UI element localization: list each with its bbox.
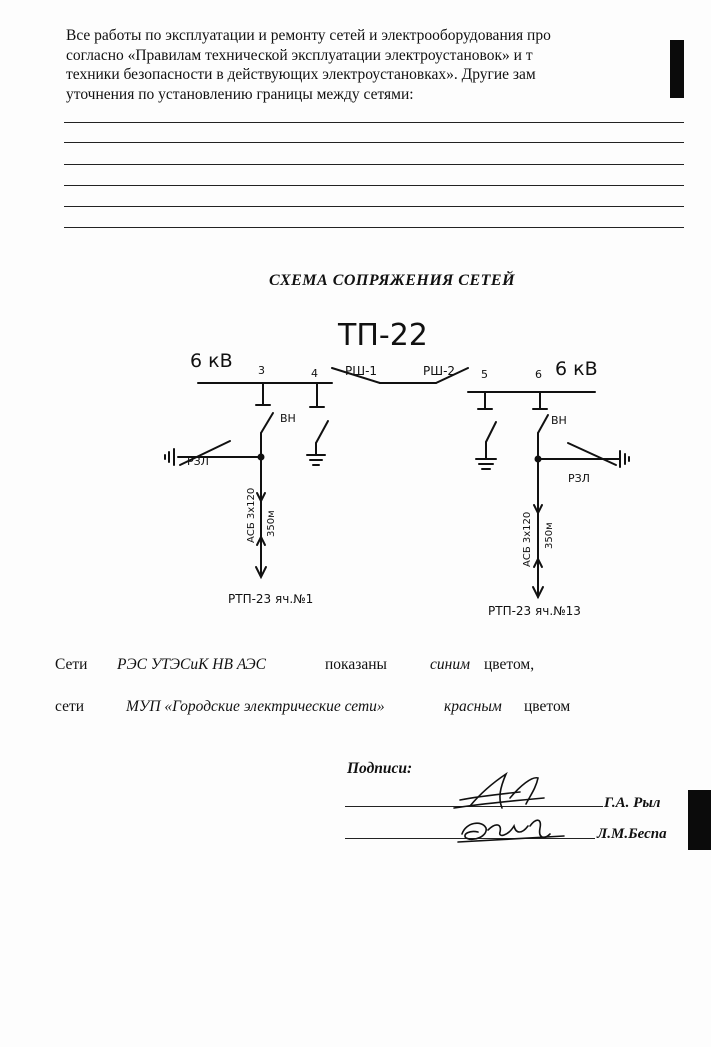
cell-4-label: 4 — [311, 367, 318, 380]
intro-line-4: уточнения по установлению границы между сетями: — [66, 85, 414, 103]
signatory-name-1: Г.А. Рыл — [604, 795, 661, 811]
blank-line — [64, 164, 684, 165]
switch-right-label: ВН — [551, 414, 567, 427]
sectionalizer-1-label: РШ-1 — [345, 364, 378, 378]
blank-writing-lines — [64, 112, 688, 242]
grounding-right-label: РЗЛ — [568, 472, 590, 485]
dest-left-label: РТП-23 яч.№1 — [228, 592, 314, 606]
legend-line2-word3: цветом — [524, 698, 571, 715]
cell-6-label: 6 — [535, 368, 542, 381]
blank-line — [64, 122, 684, 123]
earthing-switch-4 — [316, 421, 328, 443]
voltage-left: 6 кВ — [190, 350, 233, 372]
intro-paragraph — [66, 26, 682, 104]
voltage-right: 6 кВ — [555, 358, 598, 380]
legend-line1-word3: цветом, — [484, 656, 535, 673]
length-right-label: 350м — [544, 522, 555, 549]
substation-label: ТП-22 — [338, 318, 428, 353]
switch-vn-left — [261, 413, 273, 433]
legend-line2-word1: сети — [55, 698, 85, 715]
cable-left-label: АСБ 3х120 — [246, 487, 257, 543]
legend-line1-word1: Сети — [55, 656, 88, 673]
cell-5-label: 5 — [481, 368, 488, 381]
grounding-switch-right — [568, 443, 616, 465]
signatures-title: Подписи: — [347, 760, 413, 777]
schema-heading: СХЕМА СОПРЯЖЕНИЯ СЕТЕЙ — [269, 272, 516, 289]
grounding-left-label: РЗЛ — [187, 455, 209, 468]
blank-line — [64, 142, 684, 143]
blank-line — [64, 227, 684, 228]
cell-3-label: 3 — [258, 364, 265, 377]
legend-line1-color: синим — [430, 656, 470, 673]
switch-left-label: ВН — [280, 412, 296, 425]
earthing-switch-5 — [486, 422, 496, 442]
dest-right-label: РТП-23 яч.№13 — [488, 604, 581, 618]
signatory-name-2: Л.М.Беспа — [597, 826, 667, 842]
intro-line-2: согласно «Правилам технической эксплуатации электроустановок» и т — [66, 46, 533, 64]
intro-line-3: техники безопасности в действующих электроустановках». Другие зам — [66, 66, 536, 83]
legend-line2-color: красным — [444, 698, 502, 715]
cable-right-label: АСБ 3х120 — [522, 511, 533, 567]
blank-line — [64, 206, 684, 207]
sectionalizer-2-label: РШ-2 — [423, 364, 456, 378]
network-diagram — [150, 305, 650, 635]
scan-edge-top — [670, 40, 684, 98]
legend-line1-word2: показаны — [325, 656, 387, 673]
legend-line1-org: РЭС УТЭСиК НВ АЭС — [117, 656, 267, 673]
scan-edge-bottom — [688, 790, 711, 850]
legend-line2-org: МУП «Городские электрические сети» — [126, 698, 385, 715]
intro-line-1: Все работы по эксплуатации и ремонту сетей и электрооборудования про — [66, 27, 551, 44]
handwritten-signature-2 — [452, 808, 582, 852]
switch-vn-right — [538, 415, 548, 433]
blank-line — [64, 185, 684, 186]
length-left-label: 350м — [266, 510, 277, 537]
